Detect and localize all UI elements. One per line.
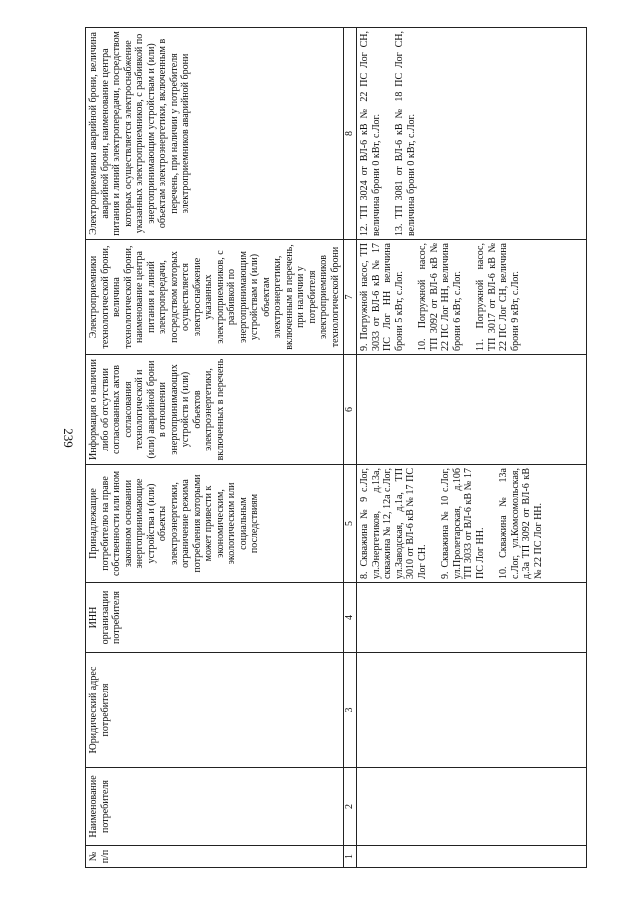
column-number: 5 (344, 465, 357, 583)
header-cell-2: Наименование потребителя (86, 768, 344, 846)
page-number: 239 (61, 428, 76, 448)
consumers-table (85, 27, 587, 868)
header-cell-1: № п/п (86, 846, 344, 868)
tech-reserve-cell (357, 240, 587, 355)
table-row (357, 28, 587, 868)
list-item: 13. ТП 3081 от ВЛ-6 кВ № 18 ПС Лог СН, величина брони 0 кВт, с.Лог. (394, 31, 417, 236)
list-item: 9. Скважина № 10 с.Лог, ул.Пролетарская, д.10б ТП 3033 от ВЛ-6 кВ № 17 ПС Лог НН. (440, 468, 486, 579)
column-number: 3 (344, 653, 357, 768)
list-item: 11. Погружной насос, ТП 3017 от ВЛ-6 кВ № 22 ПС Лог СН, величина брони 9 кВт, с.Лог. (475, 243, 521, 351)
empty-cell (357, 583, 587, 653)
empty-cell (357, 846, 587, 868)
header-cell-3: Юридический адрес потребителя (86, 653, 344, 768)
header-cell-7: Электроприемники технологической брони, величина технологической брони, наименование центра питания и линий электропередачи, посредством которых осуществляется электроснабжение указанных электроприемников, с разбивкой по энергопринимающим устройствам и (или) объектам электроэнергетики, включенным в перечень, при наличии у потребителя электроприемников технологической брони (86, 240, 344, 355)
column-number: 6 (344, 355, 357, 465)
empty-cell (357, 653, 587, 768)
header-cell-4: ИНН организации потребителя (86, 583, 344, 653)
header-cell-6: Информация о наличии либо об отсутствии согласованных актов согласования технологической и (или) аварийной брони в отношении энергопринимающих устройств и (или) объектов электроэнергетики, включенных в перечень (86, 355, 344, 465)
column-number: 4 (344, 583, 357, 653)
column-number: 8 (344, 28, 357, 240)
empty-cell (357, 355, 587, 465)
list-item: 12. ТП 3024 от ВЛ-6 кВ № 22 ПС Лог СН, величина брони 0 кВт, с.Лог. (359, 31, 382, 236)
list-item: 8. Скважина № 9 с.Лог, ул.Энергетиков, д.13а, скважина № 12, 12а с.Лог, ул.Заводская, д.1а, ТП 3010 от ВЛ-6 кВ № 17 ПС Лог СН. (359, 468, 428, 579)
column-number: 2 (344, 768, 357, 846)
column-number: 7 (344, 240, 357, 355)
header-cell-5: Принадлежащие потребителю на праве собственности или ином законном основании энергопринимающие устройства и (или) объекты электроэнергетики, ограничение режима потребления которыми может привести к экономическим, экологическим или социальным последствиям (86, 465, 344, 583)
column-number-row (344, 28, 357, 868)
list-item: 10. Скважина № 13а с.Лог, ул.Комсомольская, д.3а ТП 3092 от ВЛ-6 кВ № 22 ПС Лог НН. (498, 468, 544, 579)
rotated-table-sheet (85, 28, 575, 868)
column-number: 1 (344, 846, 357, 868)
devices-cell (357, 465, 587, 583)
emergency-reserve-cell (357, 28, 587, 240)
list-item: 9. Погружной насос, ТП 3033 от ВЛ-6 кВ № 17 ПС Лог НН величина брони 5 кВт, с.Лог. (359, 243, 405, 351)
header-cell-8: Электроприемники аварийной брони, величина аварийной брони, наименование центра питания и линий электропередачи, посредством которых осуществляется электроснабжение указанных электроприемников, с разбивкой по энергопринимающим устройствам и (или) объектам электроэнергетики, включенным в перечень, при наличии у потребителя электроприемников аварийной брони (86, 28, 344, 240)
list-item: 10. Погружной насос, ТП 3092 от ВЛ-6 кВ № 22 ПС Лог НН, величина брони 6 кВт, с.Лог. (417, 243, 463, 351)
empty-cell (357, 768, 587, 846)
header-row (86, 28, 344, 868)
